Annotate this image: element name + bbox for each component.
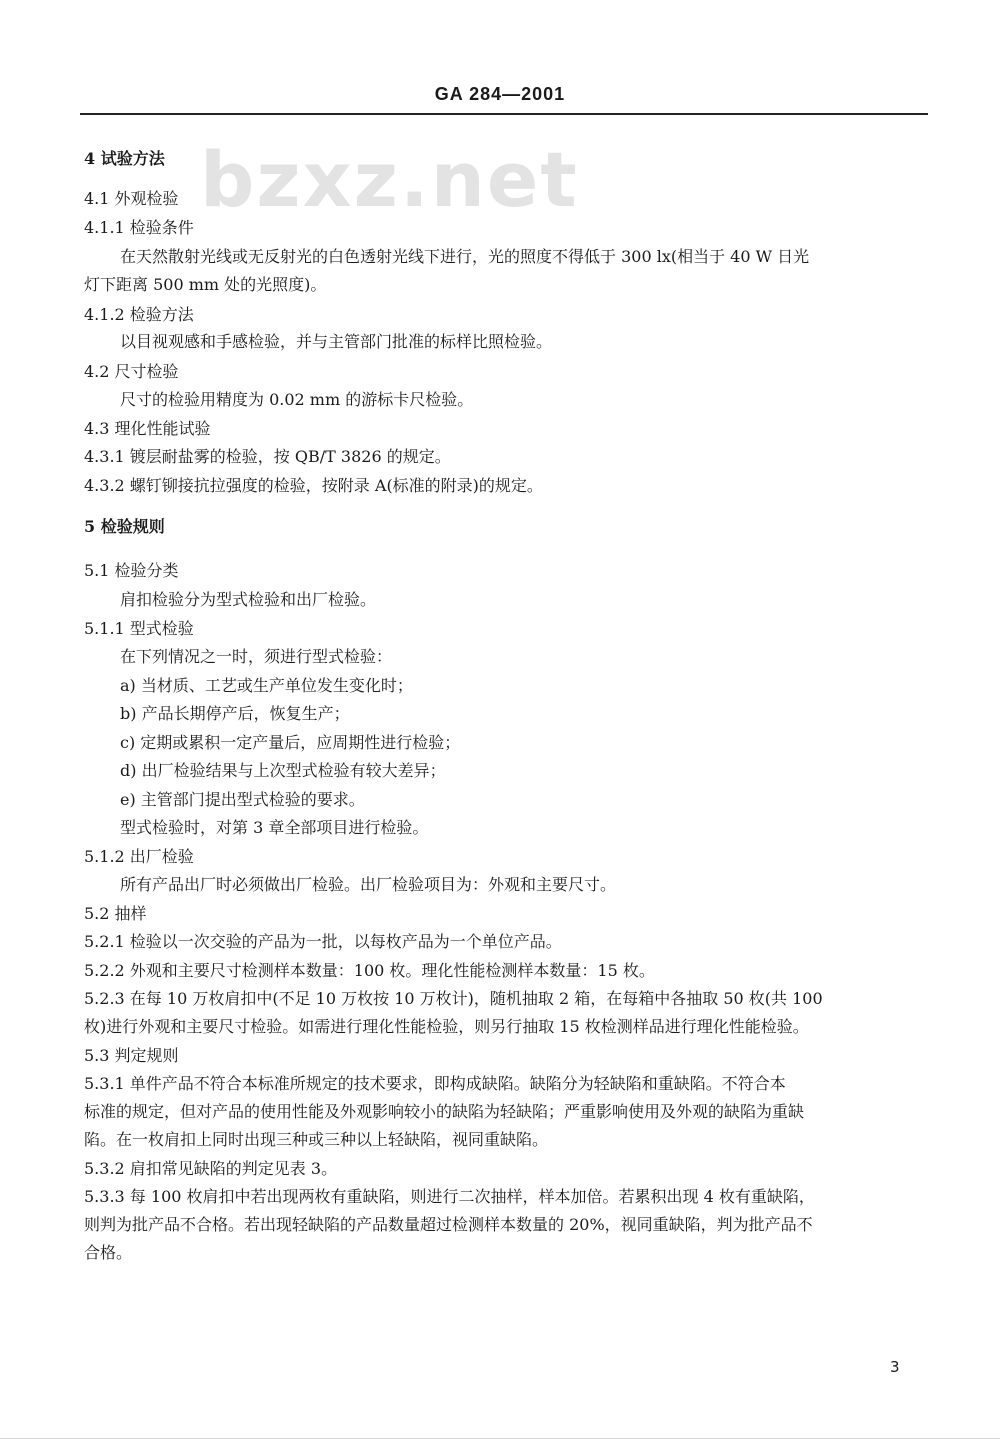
watermark: bzxz.net — [200, 135, 579, 224]
page-number: 3 — [890, 1358, 900, 1376]
text-line: 以目视观感和手感检验，并与主管部门批准的标样比照检验。 — [120, 332, 553, 351]
text-line: 标准的规定，但对产品的使用性能及外观影响较小的缺陷为轻缺陷；严重影响使用及外观的缺陷为重缺 — [84, 1102, 805, 1121]
text-line: 5.3 判定规则 — [84, 1046, 179, 1065]
header-divider — [80, 113, 928, 115]
text-line: d) 出厂检验结果与上次型式检验有较大差异； — [120, 761, 446, 780]
text-line: 5.2 抽样 — [84, 904, 147, 923]
text-line: 枚)进行外观和主要尺寸检验。如需进行理化性能检验，则另行抽取 15 枚检测样品进行理化性能检验。 — [84, 1017, 809, 1036]
text-line: 5.2.2 外观和主要尺寸检测样本数量：100 枚。理化性能检测样本数量：15 枚。 — [84, 961, 655, 980]
text-line: 5.1.1 型式检验 — [84, 619, 194, 638]
text-line: 陷。在一枚肩扣上同时出现三种或三种以上轻缺陷，视同重缺陷。 — [84, 1130, 549, 1149]
text-line: 尺寸的检验用精度为 0.02 mm 的游标卡尺检验。 — [120, 390, 474, 409]
page-bottom-edge — [0, 1438, 1000, 1439]
text-line: 5 检验规则 — [84, 517, 165, 536]
text-line: 4.2 尺寸检验 — [84, 362, 179, 381]
text-line: 5.3.2 肩扣常见缺陷的判定见表 3。 — [84, 1159, 338, 1178]
text-line: 合格。 — [84, 1243, 133, 1262]
text-line: 4 试验方法 — [84, 149, 165, 168]
text-line: 5.3.3 每 100 枚肩扣中若出现两枚有重缺陷，则进行二次抽样，样本加倍。若累积出现 4 枚有重缺陷， — [84, 1187, 815, 1206]
text-line: 4.1 外观检验 — [84, 189, 179, 208]
text-line: 5.1 检验分类 — [84, 561, 179, 580]
text-line: 5.2.1 检验以一次交验的产品为一批，以每枚产品为一个单位产品。 — [84, 932, 562, 951]
text-line: a) 当材质、工艺或生产单位发生变化时； — [120, 676, 413, 695]
text-line: c) 定期或累积一定产量后，应周期性进行检验； — [120, 733, 461, 752]
text-line: 所有产品出厂时必须做出厂检验。出厂检验项目为：外观和主要尺寸。 — [120, 875, 617, 894]
text-line: 4.1.1 检验条件 — [84, 218, 194, 237]
text-line: 4.3.2 螺钉铆接抗拉强度的检验，按附录 A(标准的附录)的规定。 — [84, 476, 543, 495]
text-line: 4.3.1 镀层耐盐雾的检验，按 QB/T 3826 的规定。 — [84, 447, 451, 466]
text-line: 肩扣检验分为型式检验和出厂检验。 — [120, 590, 377, 609]
text-line: 灯下距离 500 mm 处的光照度)。 — [84, 275, 327, 294]
standard-code-header: GA 284—2001 — [434, 84, 566, 104]
text-line: 5.2.3 在每 10 万枚肩扣中(不足 10 万枚按 10 万枚计)，随机抽取 2 箱，在每箱中各抽取 50 枚(共 100 — [84, 989, 823, 1008]
text-line: 在天然散射光线或无反射光的白色透射光线下进行，光的照度不得低于 300 lx(相当于 40 W 日光 — [120, 247, 810, 266]
text-line: 4.3 理化性能试验 — [84, 419, 211, 438]
text-line: b) 产品长期停产后，恢复生产； — [120, 704, 350, 723]
text-line: 型式检验时，对第 3 章全部项目进行检验。 — [120, 818, 429, 837]
text-line: 5.1.2 出厂检验 — [84, 847, 194, 866]
text-line: 5.3.1 单件产品不符合本标准所规定的技术要求，即构成缺陷。缺陷分为轻缺陷和重缺陷。不符合本 — [84, 1074, 786, 1093]
text-line: 4.1.2 检验方法 — [84, 305, 194, 324]
text-line: e) 主管部门提出型式检验的要求。 — [120, 790, 365, 809]
text-line: 在下列情况之一时，须进行型式检验： — [120, 647, 393, 666]
text-line: 则判为批产品不合格。若出现轻缺陷的产品数量超过检测样本数量的 20%，视同重缺陷，判为批产品不 — [84, 1215, 813, 1234]
